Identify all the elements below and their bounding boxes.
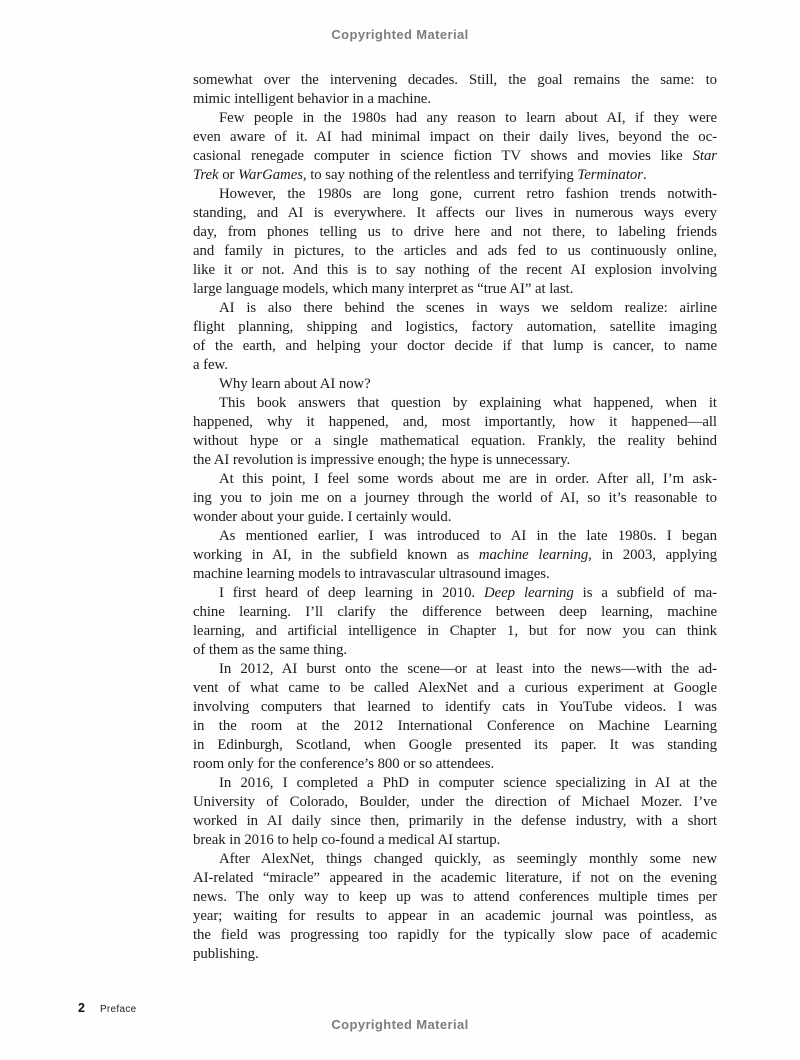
body-line: In 2016, I completed a PhD in computer science specializing in AI at the [219,775,717,791]
body-line: learning, and artificial intelligence in Chapter 1, but for now you can think [193,623,717,639]
body-line: break in 2016 to help co-found a medical AI startup. [193,832,501,848]
body-line: in the room at the 2012 International Conference on Machine Learning [193,718,717,734]
body-line: University of Colorado, Boulder, under the direction of Michael Mozer. I’ve [193,794,717,810]
body-line: publishing. [193,946,259,962]
page-footer [78,1001,137,1015]
body-paragraph [193,774,717,850]
body-line: vent of what came to be called AlexNet and a curious experiment at Google [193,680,717,696]
body-line: happened, why it happened, and, most importantly, how it happened—all [193,414,717,430]
body-line: Trek or WarGames, to say nothing of the relentless and terrifying Terminator. [193,167,647,183]
body-paragraph [193,71,717,109]
body-line: casional renegade computer in science fiction TV shows and movies like Star [193,148,717,164]
body-paragraph [193,109,717,185]
body-line: in Edinburgh, Scotland, when Google presented its paper. It was standing [193,737,717,753]
body-paragraph [193,527,717,584]
body-line: like it or not. And this is to say nothing of the recent AI explosion involving [193,262,717,278]
body-line: working in AI, in the subfield known as machine learning, in 2003, applying [193,547,718,563]
body-line: chine learning. I’ll clarify the difference between deep learning, machine [193,604,717,620]
body-paragraph [193,394,717,470]
body-line: As mentioned earlier, I was introduced to AI in the late 1980s. I began [219,528,717,544]
body-line: somewhat over the intervening decades. Still, the goal remains the same: to [193,72,717,88]
body-line: Few people in the 1980s had any reason to learn about AI, if they were [219,110,717,126]
body-line: ing you to join me on a journey through the world of AI, so it’s reasonable to [193,490,717,506]
body-line: AI is also there behind the scenes in ways we seldom realize: airline [219,300,717,316]
body-line: In 2012, AI burst onto the scene—or at least into the news—with the ad- [219,661,717,677]
body-line: even aware of it. AI had minimal impact on their daily lives, beyond the oc- [193,129,717,145]
body-line: involving computers that learned to identify cats in YouTube videos. I was [193,699,717,715]
body-paragraph [193,850,717,964]
body-line: standing, and AI is everywhere. It affects our lives in numerous ways every [193,205,717,221]
body-line: After AlexNet, things changed quickly, as seemingly monthly some new [219,851,717,867]
body-line: At this point, I feel some words about me are in order. After all, I’m ask- [219,471,717,487]
body-paragraph [193,375,717,394]
body-line: day, from phones telling us to drive here and not there, to labeling friends [193,224,717,240]
page-body [193,71,717,964]
body-line: This book answers that question by explaining what happened, when it [219,395,717,411]
copyright-watermark-top: Copyrighted Material [331,27,469,42]
copyright-watermark-bottom: Copyrighted Material [331,1017,469,1032]
body-line: flight planning, shipping and logistics, factory automation, satellite imaging [193,319,717,335]
body-paragraph [193,584,717,660]
body-paragraph [193,299,717,375]
body-line: wonder about your guide. I certainly would. [193,509,452,525]
body-line: year; waiting for results to appear in an academic journal was pointless, as [193,908,717,924]
body-line: large language models, which many interpret as “true AI” at last. [193,281,574,297]
body-line: room only for the conference’s 800 or so attendees. [193,756,495,772]
body-line: mimic intelligent behavior in a machine. [193,91,431,107]
body-line: AI-related “miracle” appeared in the academic literature, if not on the evening [193,870,717,886]
body-paragraph [193,470,717,527]
body-line: Why learn about AI now? [219,376,371,392]
body-line: without hype or a single mathematical equation. Frankly, the reality behind [193,433,717,449]
body-line: the AI revolution is impressive enough; the hype is unnecessary. [193,452,571,468]
body-line: and family in pictures, to the articles and ads fed to us continuously online, [193,243,717,259]
body-line: machine learning models to intravascular ultrasound images. [193,566,550,582]
footer-page-number: 2 [78,1001,85,1015]
body-paragraph [193,185,717,299]
body-paragraph [193,660,717,774]
body-line: a few. [193,357,228,373]
body-line: of the earth, and helping your doctor decide if that lump is cancer, to name [193,338,717,354]
body-line: news. The only way to keep up was to attend conferences multiple times per [193,889,717,905]
body-line: the field was progressing too rapidly for the typically slow pace of academic [193,927,717,943]
body-line: I first heard of deep learning in 2010. Deep learning is a subfield of ma- [219,585,717,601]
body-line: worked in AI daily since then, primarily in the defense industry, with a short [193,813,717,829]
body-line: However, the 1980s are long gone, current retro fashion trends notwith- [219,186,717,202]
footer-section-label: Preface [99,1004,137,1015]
body-line: of them as the same thing. [193,642,348,658]
